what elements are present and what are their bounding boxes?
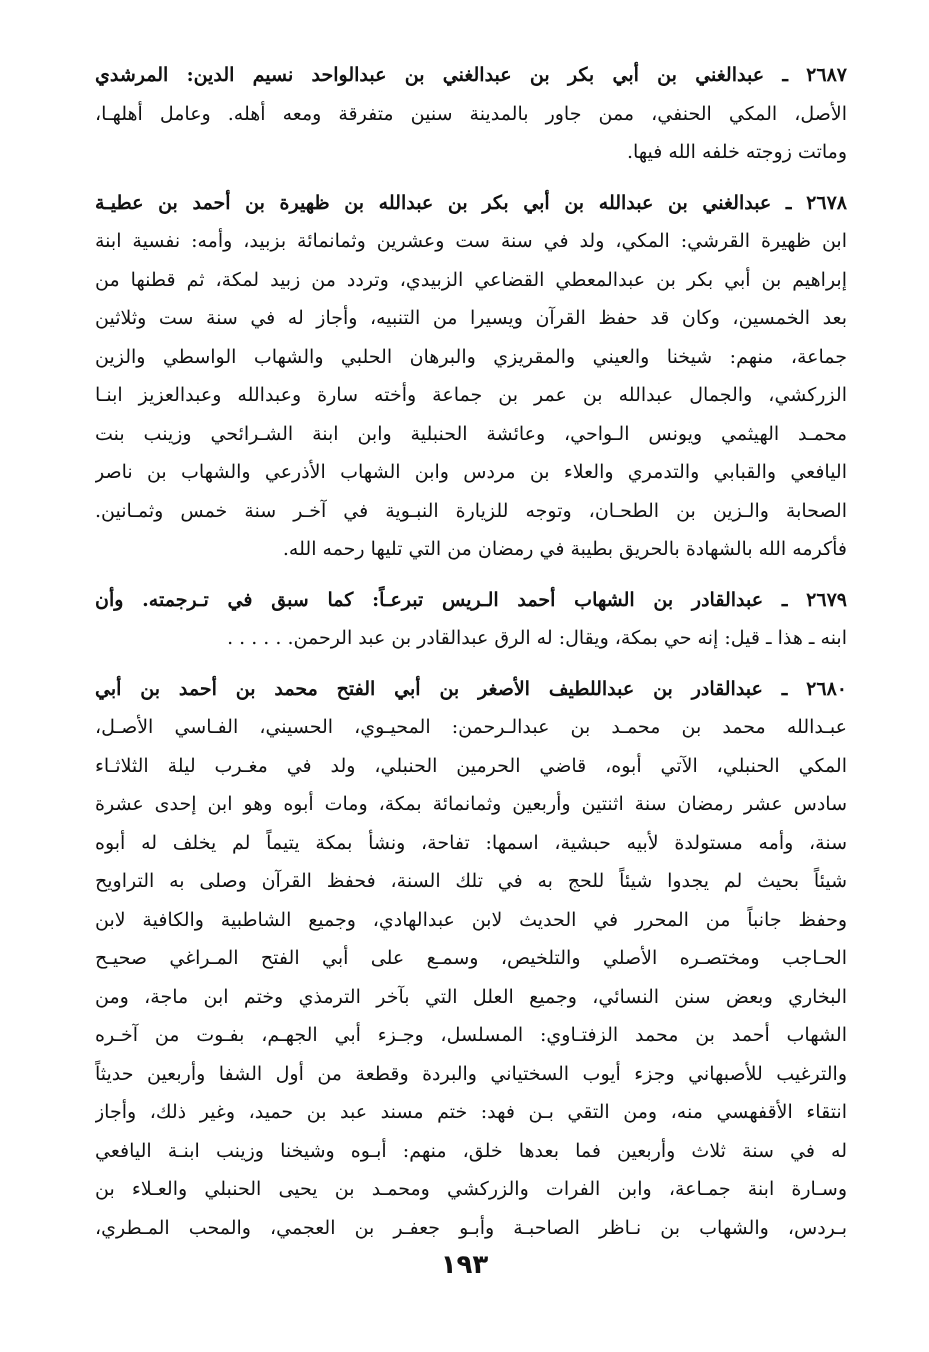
text-line: ٢٦٧٨ ـ عبدالغني بن عبدالله بن أبي بكر بن عبدالله بن ظهيرة بن أحمد بن عطيـة [95, 191, 847, 214]
text-line: البخاري وبعض سنن النسائي، وجميع العلل التي بآخر الترمذي وختم ابن ماجة، ومن [95, 985, 847, 1008]
text-line: سنة، وأمه مستولدة لأبيه حبشية، اسمها: تفاحة، ونشأ بمكة يتيماً لم يخلف له أبوه [95, 831, 847, 854]
page-number: ١٩٣ [440, 1250, 489, 1280]
text-line: الحـاجب ومختصـره الأصلي والتلخيص، وسمـع على أبي الفتح المـراغي صحيـح [95, 947, 847, 969]
text-line: بعد الخمسين، وكان قد حفظ القرآن ويسيرا من التنبيه، وأجاز له في سنة ست وثلاثين [95, 307, 847, 329]
entry-2679 [95, 581, 847, 658]
text-line: عبـدالله محمد بن محمـد بن عبدالـرحمن: المحيـوي، الحسيني، الفـاسي الأصـل، [95, 716, 847, 738]
text-line: له في سنة ثلاث وأربعين فما بعدها خلق، منهم: أبـوه وشيخنا وزينب ابنـة اليافعي [95, 1139, 847, 1162]
text-line: اليافعي والقبابي والتدمري والعلاء بن مردس وابن الشهاب الأذرعي والشهاب بن ناصر [95, 461, 847, 483]
text-line: الزركشي، والجمال عبدالله بن عمر بن جماعة وأخته سارة وعبدالله وعبدالعزيز ابنـا [95, 384, 847, 406]
text-line: والترغيب للأصبهاني وجزء أيوب السختياني والبردة وقطعة من أول الشفا وأربعين حديثاً [95, 1062, 847, 1085]
text-line: وحفظ جانباً من المحرر في الحديث لابن عبدالهادي، وجميع الشاطبية والكافية لابن [95, 908, 847, 931]
text-line: ٢٦٧٩ ـ عبدالقادر بن الشهاب أحمد الـريس تبرعـاً: كما سبق في تـرجمته. وأن [95, 588, 847, 611]
text-line: وسـارة ابنة جمـاعة، وابن الفرات والزركشي ومحمـد بن يحيى الحنبلي والعـلاء بن [95, 1178, 847, 1200]
text-line: ٢٦٨٧ ـ عبدالغني بن أبي بكر بن عبدالغني بن عبدالواحد نسيم الدين: المرشدي [95, 64, 847, 86]
text-line: إبراهيم بن أبي بكر بن عبدالمعطي القضاعي الزبيدي، وتردد من زبيد لمكة، ثم قطنها من [95, 268, 847, 291]
text-line: شيئاً بحيث لم يجدوا شيئاً للحج به في تلك السنة، فحفظ القرآن وصلى به التراويح [95, 870, 847, 892]
text-line: بـردس، والشهاب بن نـاظر الصاحبـة وأبـو جعفـر بن العجمي، والمحب المـطري، [95, 1216, 847, 1239]
text-line: ابن ظهيرة القرشي: المكي، ولد في سنة ست وعشرين وثمانمائة بزبيد، وأمه: نفسية ابنة [95, 230, 847, 252]
text-line: سادس عشر رمضان سنة اثنتين وأربعين وثمانمائة بمكة، ومات أبوه وهو ابن إحدى عشرة [95, 793, 847, 815]
text-line: فأكرمه الله بالشهادة بالحريق بطيبة في رمضان من التي تليها رحمه الله. [282, 538, 847, 560]
entry-2678 [95, 184, 847, 569]
text-line: محمـد الهيثمي ويونس الـواحي، وعائشة الحنبلية وابن ابنة الشـرائحي وزينب بنت [95, 422, 847, 445]
text-line: ٢٦٨٠ ـ عبدالقادر بن عبداللطيف الأصغر بن أبي الفتح محمد بن أحمد بن أبي [95, 677, 847, 700]
text-line: جماعة، منهم: شيخنا والعيني والمقريزي والبرهان الحلبي والشهاب الواسطي والزين [95, 345, 847, 368]
text-line: الأصل، المكي الحنفي، ممن جاور بالمدينة سنين متفرقة ومعه أهله. وعامل أهلهـا، [95, 102, 847, 125]
entry-2687 [95, 56, 847, 172]
document-page [95, 56, 847, 1306]
text-line: المكي الحنبلي، الآتي أبوه، قاضي الحرمين الحنبلي، ولد في مغـرب ليلة الثلاثـاء [95, 754, 847, 777]
text-line: وماتت زوجته خلفه الله فيها. [626, 141, 847, 163]
text-line: ابنه ـ هذا ـ قيل: إنه حي بمكة، ويقال: له الرق عبدالقادر بن عبد الرحمن. . . . . . [227, 627, 847, 649]
text-line: الصحابة والـزين بن الطحـان، وتوجه للزيارة النبـوية في آخـر سنة خمس وثمـانين. [95, 499, 847, 522]
entry-2680 [95, 670, 847, 1248]
text-line: الشهاب أحمد بن محمد الزفتـاوي: المسلسل، وجـزء أبي الجهـم، بفـوت من آخـره [95, 1024, 847, 1046]
text-line: انتقاء الأقفهسي منه، ومن التقي بـن فهد: ختم مسند عبد بن حميد، وغير ذلك، وأجاز [95, 1101, 847, 1123]
